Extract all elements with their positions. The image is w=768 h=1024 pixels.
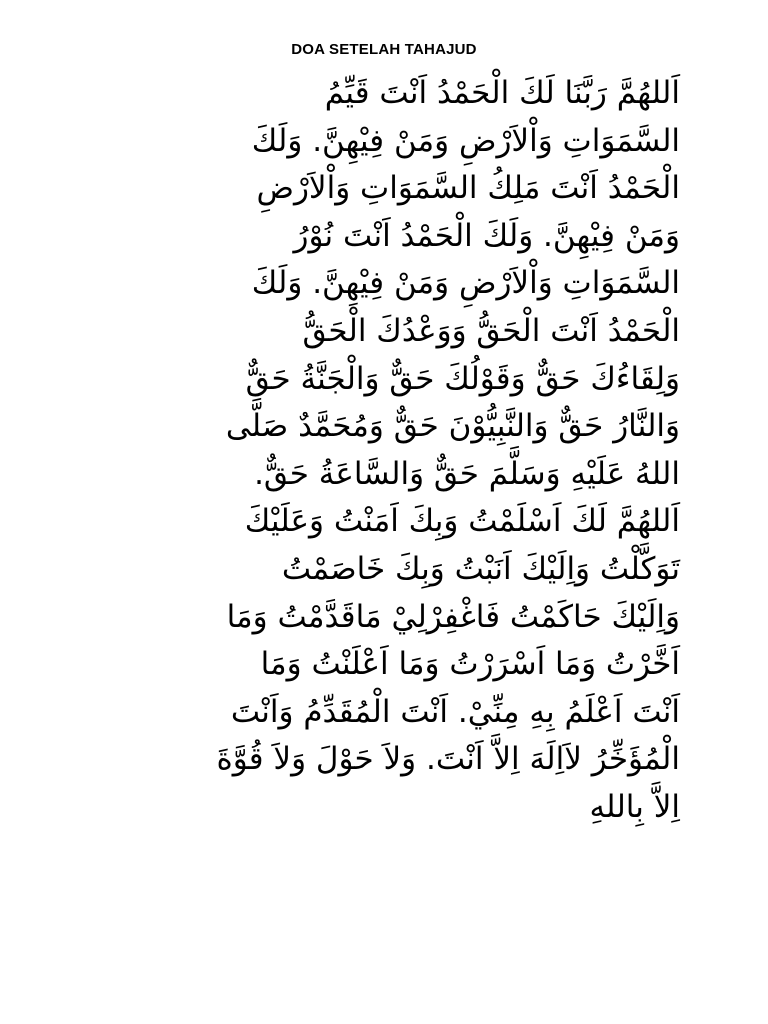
prayer-line-16: اِلاَّ بِاللهِ bbox=[589, 788, 680, 825]
prayer-line-15: الْمُؤَخِّرُ لاَاِلَهَ اِلاَّ اَنْتَ. وَلاَ حَوْلَ وَلاَ قُوَّةَ bbox=[216, 741, 680, 778]
prayer-line-11: تَوَكَّلْتُ وَاِلَيْكَ اَنَبْتُ وَبِكَ خَاصَمْتُ bbox=[281, 550, 680, 587]
prayer-line-14: اَنْتَ اَعْلَمُ بِهِ مِنِّيْ. اَنْتَ الْمُقَدِّمُ وَاَنْتَ bbox=[230, 693, 680, 730]
prayer-line-8: وَالنَّارُ حَقٌّ وَالنَّبِيُّوْنَ حَقٌّ وَمُحَمَّدٌ صَلَّى bbox=[225, 408, 680, 445]
prayer-line-12: وَاِلَيْكَ حَاكَمْتُ فَاغْفِرْلِيْ مَاقَدَّمْتُ وَمَا bbox=[226, 598, 680, 635]
prayer-line-4: وَمَنْ فِيْهِنَّ. وَلَكَ الْحَمْدُ اَنْتَ نُوْرُ bbox=[293, 217, 680, 254]
prayer-text bbox=[90, 70, 680, 832]
prayer-line-10: اَللهُمَّ لَكَ اَسْلَمْتُ وَبِكَ اَمَنْتُ وَعَلَيْكَ bbox=[244, 503, 680, 540]
prayer-line-7: وَلِقَاءُكَ حَقٌّ وَقَوْلُكَ حَقٌّ وَالْجَنَّةُ حَقٌّ bbox=[245, 360, 680, 397]
prayer-line-1: اَللهُمَّ رَبَّنَا لَكَ الْحَمْدُ اَنْتَ قَيِّمُ bbox=[324, 75, 680, 111]
prayer-line-3: الْحَمْدُ اَنْتَ مَلِكُ السَّمَوَاتِ وَاْلاَرْضِ bbox=[256, 170, 680, 207]
prayer-line-13: اَخَّرْتُ وَمَا اَسْرَرْتُ وَمَا اَعْلَنْتُ وَمَا bbox=[260, 646, 680, 683]
prayer-line-5: السَّمَوَاتِ وَاْلاَرْضِ وَمَنْ فِيْهِنَّ. وَلَكَ bbox=[251, 265, 680, 302]
document-title: DOA SETELAH TAHAJUD bbox=[291, 41, 477, 58]
prayer-line-9: اللهُ عَلَيْهِ وَسَلَّمَ حَقٌّ وَالسَّاعَةُ حَقٌّ. bbox=[254, 455, 680, 492]
prayer-line-2: السَّمَوَاتِ وَاْلاَرْضِ وَمَنْ فِيْهِنَّ. وَلَكَ bbox=[251, 122, 680, 159]
prayer-line-6: الْحَمْدُ اَنْتَ الْحَقُّ وَوَعْدُكَ الْحَقُّ bbox=[302, 312, 680, 349]
